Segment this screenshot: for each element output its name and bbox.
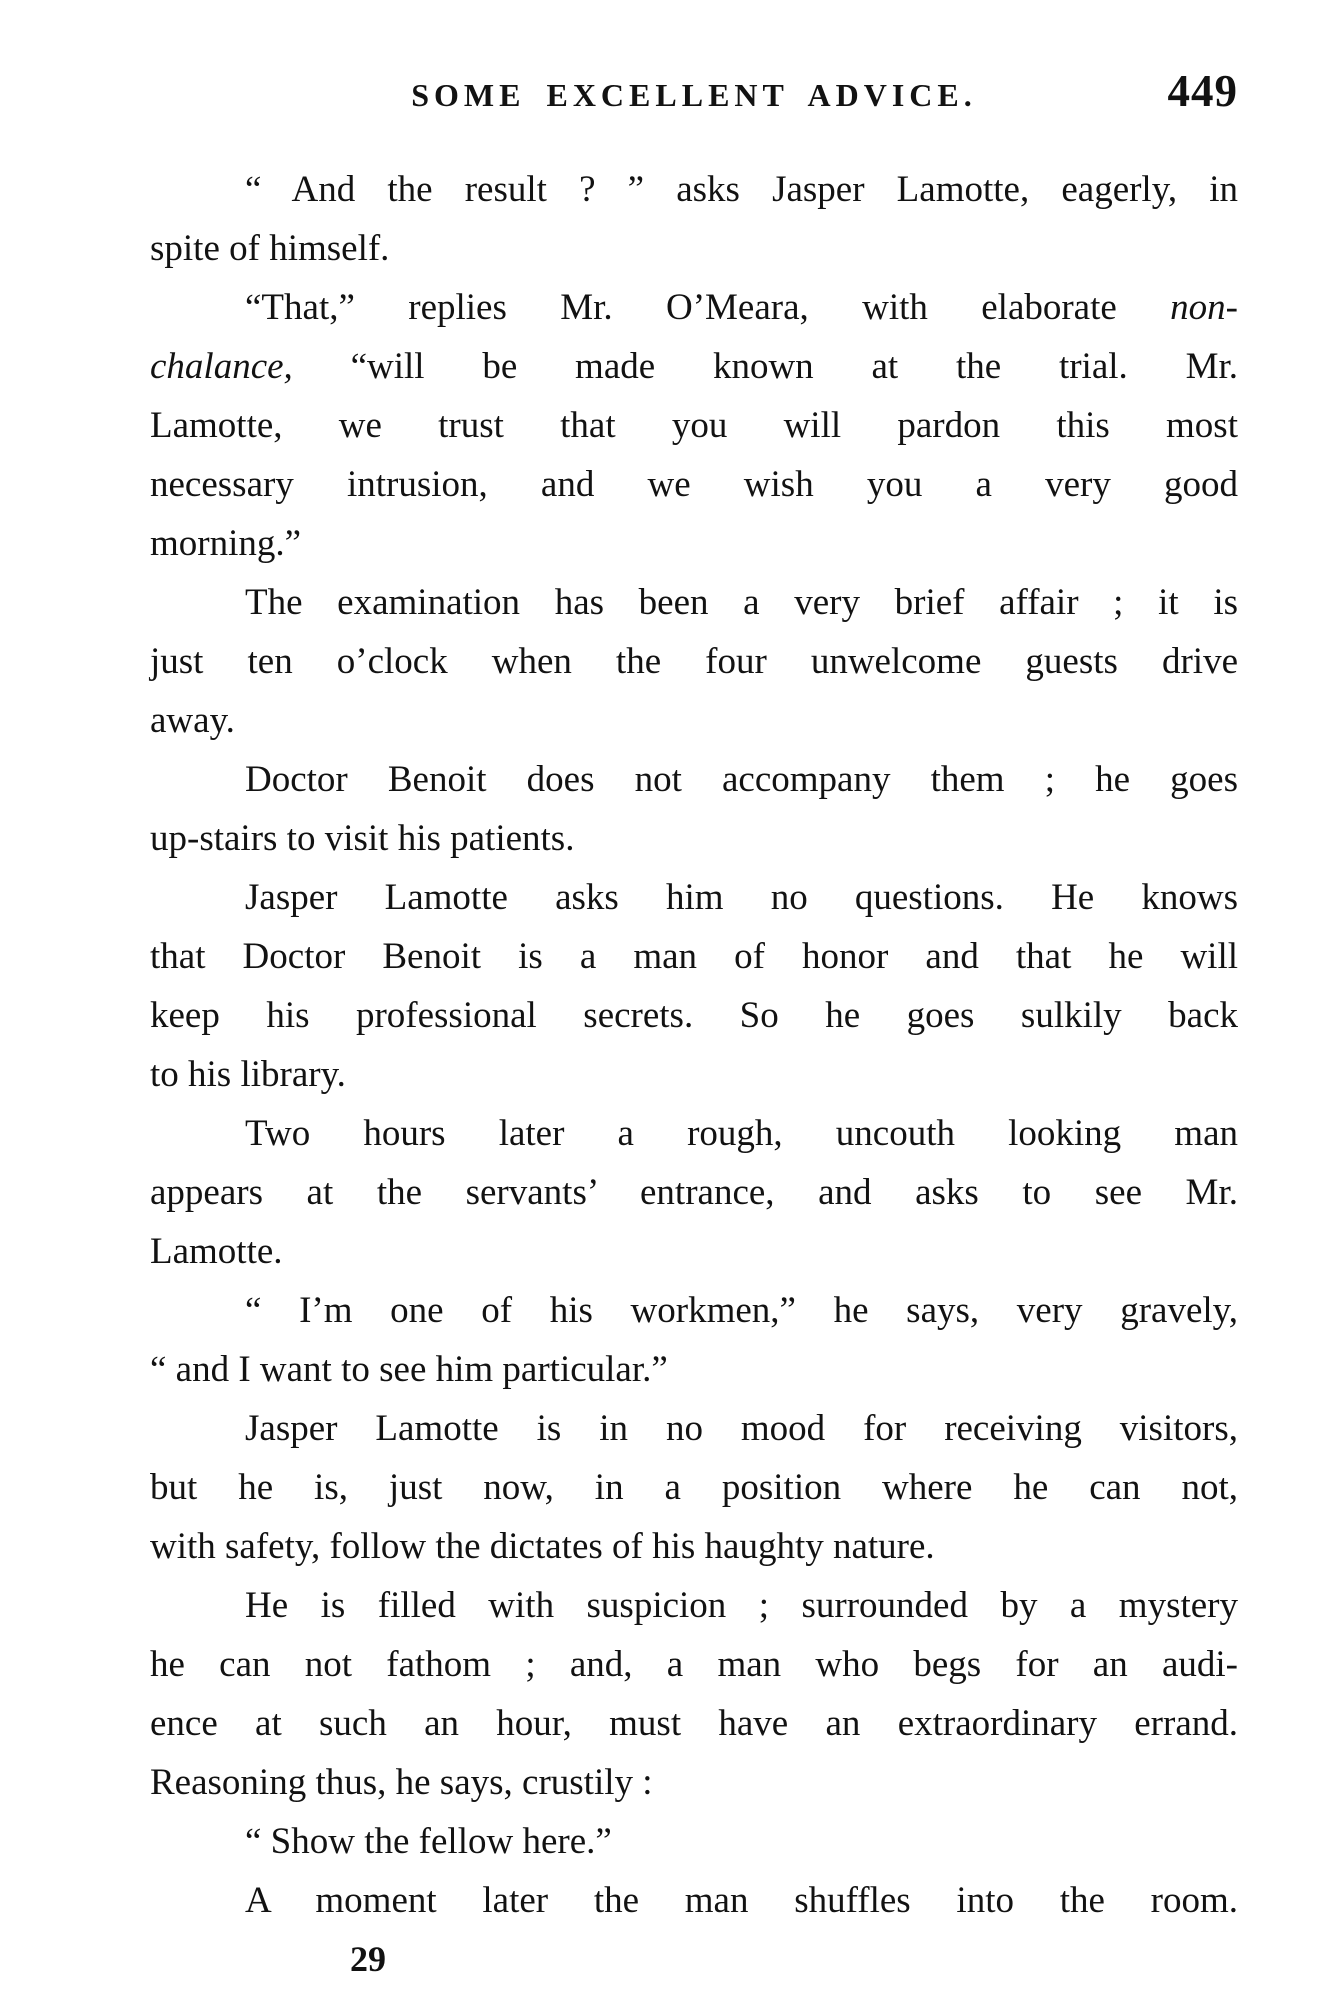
text-line: A moment later the man shuffles into the room. [245,1880,1238,1921]
text-line: “ And the result ? ” asks Jasper Lamotte, eagerly, in [245,169,1238,210]
text-line: He is filled with suspicion ; surrounded by a mystery [245,1585,1238,1626]
text-line: The examination has been a very brief affair ; it is [245,582,1238,623]
text-line: just ten o’clock when the four unwelcome guests drive [150,641,1238,682]
text-line: that Doctor Benoit is a man of honor and that he will [150,936,1238,977]
text-line: Doctor Benoit does not accompany them ; he goes [245,759,1238,800]
text-line: ence at such an hour, must have an extraordinary errand. [150,1703,1238,1744]
text-line: he can not fathom ; and, a man who begs for an audi- [150,1644,1238,1685]
running-head-title: SOME EXCELLENT ADVICE. [411,77,977,113]
text-line: spite of himself. [150,228,390,269]
text-line: with safety, follow the dictates of his haughty nature. [150,1526,935,1567]
text-line: “ I’m one of his workmen,” he says, very gravely, [245,1290,1238,1331]
running-head [150,66,1238,120]
text-line: away. [150,700,235,741]
text-line: but he is, just now, in a position where he can not, [150,1467,1238,1508]
text-line: necessary intrusion, and we wish you a very good [150,464,1238,505]
page-number: 449 [1167,66,1238,116]
text-line: Jasper Lamotte is in no mood for receiving visitors, [245,1408,1238,1449]
text-line: Lamotte. [150,1231,283,1272]
text-line: “ Show the fellow here.” [245,1821,612,1862]
text-line: keep his professional secrets. So he goes sulkily back [150,995,1238,1036]
text-line: Reasoning thus, he says, crustily : [150,1762,653,1803]
text-line: morning.” [150,523,302,564]
text-line: Lamotte, we trust that you will pardon this most [150,405,1238,446]
text-line: up-stairs to visit his patients. [150,818,575,859]
text-line: Two hours later a rough, uncouth looking man [245,1113,1238,1154]
text-line: to his library. [150,1054,346,1095]
text-line: “That,” replies Mr. O’Meara, with elaborate non- [245,287,1238,328]
text-column [150,160,1238,1930]
text-line: appears at the servants’ entrance, and asks to see Mr. [150,1172,1238,1213]
text-line: chalance, “will be made known at the trial. Mr. [150,346,1238,387]
signature-mark: 29 [350,1939,386,1979]
text-line: “ and I want to see him particular.” [150,1349,668,1390]
text-line: Jasper Lamotte asks him no questions. He knows [245,877,1238,918]
